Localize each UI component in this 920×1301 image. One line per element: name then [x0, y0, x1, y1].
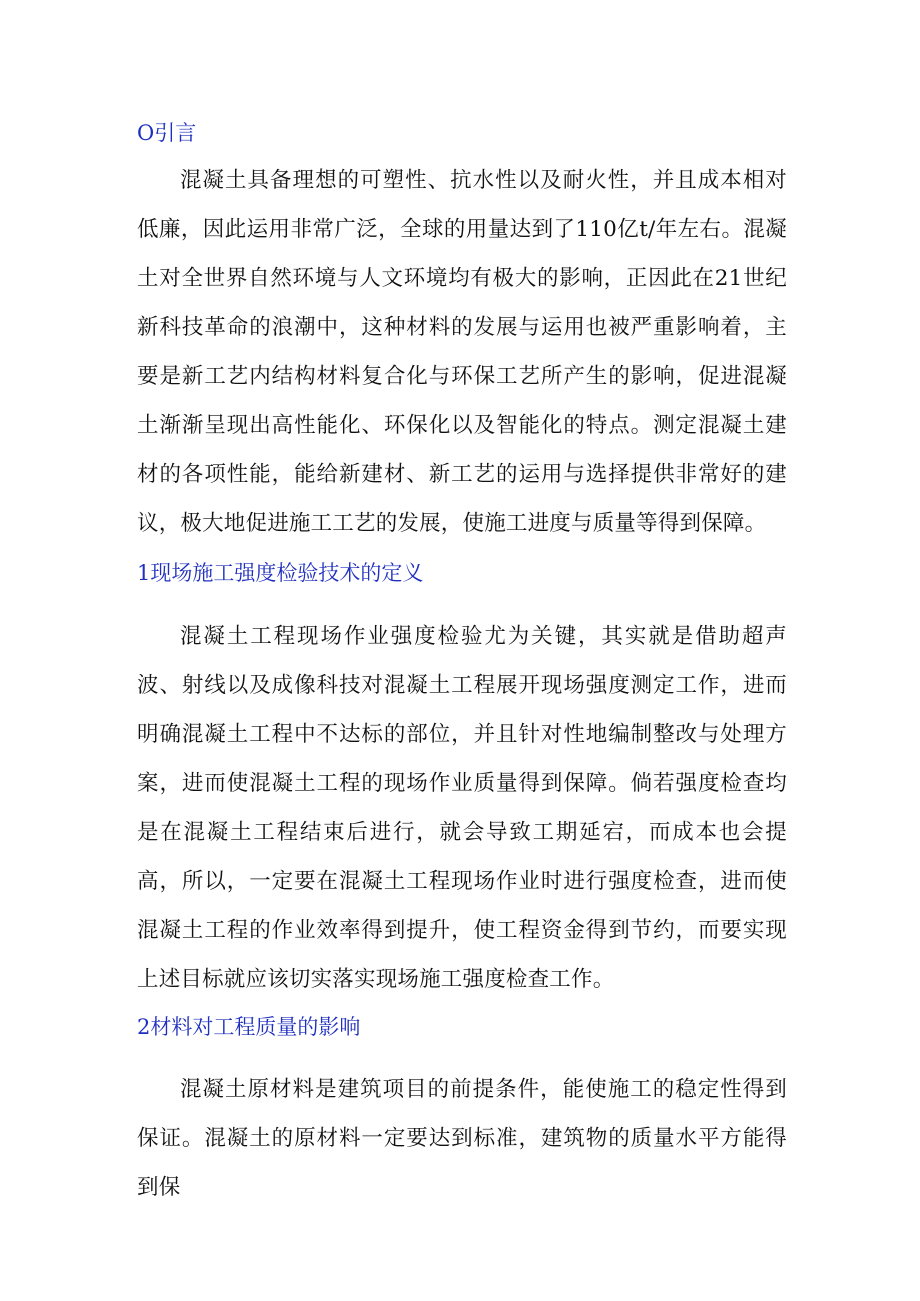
section-paragraph-1: 混凝土工程现场作业强度检验尤为关键，其实就是借助超声波、射线以及成像科技对混凝土工程展开现场强度测定工作，进而明确混凝土工程中不达标的部位，并且针对性地编制整改与处理方案，进而使混凝土工程的现场作业质量得到保障。倘若强度检查均是在混凝土工程结束后进行，就会导致工期延宕，而成本也会提高，所以，一定要在混凝土工程现场作业时进行强度检查，进而使混凝土工程的作业效率得到提升，使工程资金得到节约，而要实现上述目标就应该切实落实现场施工强度检查工作。 [137, 624, 787, 992]
section-paragraph-2: 混凝土原材料是建筑项目的前提条件，能使施工的稳定性得到保证。混凝土的原材料一定要达到标准，建筑物的质量水平方能得到保 [137, 1077, 787, 1200]
section-heading-2: 2材料对工程质量的影响 [137, 1015, 361, 1039]
section-heading-introduction: O引言 [137, 121, 197, 145]
section-heading-1: 1现场施工强度检验技术的定义 [137, 561, 424, 585]
section-paragraph-introduction: 混凝土具备理想的可塑性、抗水性以及耐火性，并且成本相对低廉，因此运用非常广泛，全球的用量达到了110亿t/年左右。混凝土对全世界自然环境与人文环境均有极大的影响，正因此在21世纪新科技革命的浪潮中，这种材料的发展与运用也被严重影响着，主要是新工艺内结构材料复合化与环保工艺所产生的影响，促进混凝土渐渐呈现出高性能化、环保化以及智能化的特点。测定混凝土建材的各项性能，能给新建材、新工艺的运用与选择提供非常好的建议，极大地促进施工工艺的发展，使施工进度与质量等得到保障。 [137, 168, 787, 536]
